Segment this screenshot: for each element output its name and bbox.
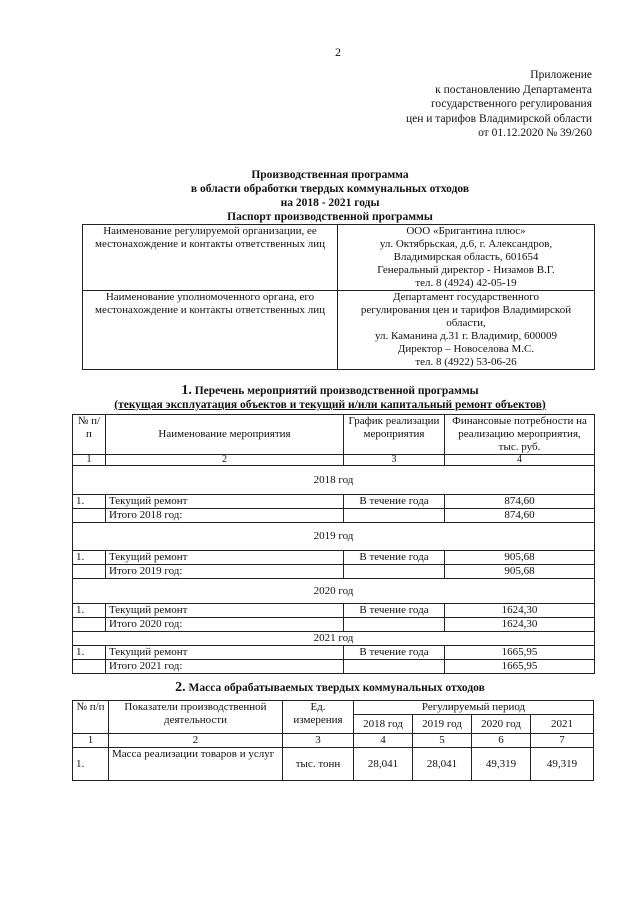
section-subtitle: (текущая эксплуатация объектов и текущий и/или капитальный ремонт объектов): [114, 399, 546, 411]
year-row: [73, 579, 595, 604]
header-row: [73, 701, 594, 715]
col-number: 2: [109, 734, 283, 748]
activity-name: Текущий ремонт: [106, 646, 344, 660]
total-label: Итого 2020 год:: [106, 618, 344, 632]
period-cell: 2019 год: [413, 715, 472, 734]
empty-cell: [344, 618, 445, 632]
total-amount: 1665,95: [445, 660, 595, 674]
col-number: 6: [472, 734, 531, 748]
value-line: ул. Каманина д.31 г. Владимир, 600009: [374, 330, 558, 342]
schedule: В течение года: [344, 646, 445, 660]
appendix-line: к постановлению Департамента: [435, 83, 592, 96]
schedule: В течение года: [344, 495, 445, 509]
year-label: 2021 год: [73, 632, 595, 646]
table-row: [73, 551, 595, 565]
total-label: Итого 2019 год:: [106, 565, 344, 579]
total-row: [73, 618, 595, 632]
title-line: в области обработки твердых коммунальных отходов: [190, 183, 470, 195]
row-number: 1.: [73, 646, 106, 660]
empty-cell: [344, 660, 445, 674]
period-cell: 2018 год: [354, 715, 413, 734]
header-cell: Ед. измерения: [283, 701, 354, 734]
activity-name: Текущий ремонт: [106, 551, 344, 565]
header-cell: Регулируемый период: [354, 701, 594, 715]
total-label: Итого 2018 год:: [106, 509, 344, 523]
value-line: ООО «Бригантина плюс»: [406, 225, 526, 237]
value-2021: 49,319: [531, 748, 594, 781]
value-2018: 28,041: [354, 748, 413, 781]
total-row: [73, 509, 595, 523]
empty-cell: [344, 509, 445, 523]
header-cell: Финансовые потребности на реализацию мероприятия, тыс. руб.: [445, 415, 595, 455]
col-number: 5: [413, 734, 472, 748]
value-line: Директор – Новоселова М.С.: [397, 343, 535, 355]
col-number: 4: [354, 734, 413, 748]
schedule: В течение года: [344, 551, 445, 565]
section-number: 2.: [175, 680, 186, 695]
section1-heading: [0, 384, 640, 412]
header-cell: Показатели производственной деятельности: [109, 701, 283, 734]
column-number-row: [73, 734, 594, 748]
schedule: В течение года: [344, 604, 445, 618]
appendix-line: Приложение: [530, 69, 592, 81]
title-line: Производственная программа: [251, 169, 409, 181]
total-row: [73, 565, 595, 579]
empty-cell: [73, 509, 106, 523]
passport-label: Наименование уполномоченного органа, его местонахождение и контакты ответственных лиц: [83, 291, 338, 370]
period-cell: 2021: [531, 715, 594, 734]
empty-cell: [73, 660, 106, 674]
col-number: 1: [73, 734, 109, 748]
col-number: 4: [445, 455, 595, 466]
activities-table: [72, 414, 595, 674]
section-title: Масса обрабатываемых твердых коммунальных отходов: [188, 682, 485, 694]
value-2020: 49,319: [472, 748, 531, 781]
col-number: 1: [73, 455, 106, 466]
empty-cell: [73, 565, 106, 579]
row-number: 1.: [73, 495, 106, 509]
year-label: 2018 год: [73, 466, 595, 495]
total-amount: 905,68: [445, 565, 595, 579]
section-title: Перечень мероприятий производственной программы: [194, 385, 479, 397]
table-row: [73, 604, 595, 618]
value-line: тел. 8 (4922) 53-06-26: [415, 356, 517, 368]
amount: 1624,30: [445, 604, 595, 618]
year-row: [73, 466, 595, 495]
year-row: [73, 632, 595, 646]
title-line: на 2018 - 2021 годы: [280, 197, 380, 209]
column-number-row: [73, 455, 595, 466]
indicator-name: Масса реализации товаров и услуг: [109, 748, 283, 781]
total-amount: 1624,30: [445, 618, 595, 632]
value-line: области,: [446, 317, 486, 329]
passport-value: [338, 225, 595, 291]
total-label: Итого 2021 год:: [106, 660, 344, 674]
passport-value: [338, 291, 595, 370]
amount: 905,68: [445, 551, 595, 565]
appendix-line: государственного регулирования: [430, 98, 592, 111]
total-row: [73, 660, 595, 674]
table-row: [73, 646, 595, 660]
unit: тыс. тонн: [283, 748, 354, 781]
empty-cell: [344, 565, 445, 579]
year-label: 2019 год: [73, 523, 595, 551]
value-line: регулирования цен и тарифов Владимирской: [360, 304, 572, 316]
year-row: [73, 523, 595, 551]
table-row: [73, 748, 594, 781]
value-line: тел. 8 (4924) 42-05-19: [415, 277, 517, 289]
appendix-line: от 01.12.2020 № 39/260: [478, 127, 592, 140]
value-line: Департамент государственного: [392, 291, 539, 303]
activity-name: Текущий ремонт: [106, 495, 344, 509]
table-row: [73, 495, 595, 509]
passport-table: [82, 224, 595, 370]
total-amount: 874,60: [445, 509, 595, 523]
header-cell: № п/п: [73, 701, 109, 734]
value-line: Владимирская область, 601654: [393, 251, 539, 263]
appendix-note: [406, 68, 592, 141]
passport-label: Наименование регулируемой организации, ее местонахождение и контакты ответственных лиц: [83, 225, 338, 291]
empty-cell: [73, 618, 106, 632]
mass-table: [72, 700, 594, 781]
row-number: 1.: [73, 604, 106, 618]
col-number: 3: [283, 734, 354, 748]
col-number: 3: [344, 455, 445, 466]
header-row: [73, 415, 595, 455]
amount: 1665,95: [445, 646, 595, 660]
header-cell: № п/п: [73, 415, 106, 455]
table-row: [83, 291, 595, 370]
appendix-line: цен и тарифов Владимирской области: [405, 112, 592, 125]
value-2019: 28,041: [413, 748, 472, 781]
period-cell: 2020 год: [472, 715, 531, 734]
header-cell: Наименование мероприятия: [106, 415, 344, 455]
col-number: 2: [106, 455, 344, 466]
col-number: 7: [531, 734, 594, 748]
section2-heading: [0, 680, 640, 696]
amount: 874,60: [445, 495, 595, 509]
section-number: 1.: [181, 383, 192, 398]
page-number: 2: [335, 45, 341, 59]
row-number: 1.: [73, 551, 106, 565]
value-line: ул. Октябрьская, д.6, г. Александров,: [379, 238, 553, 250]
table-row: [83, 225, 595, 291]
header-cell: График реализации мероприятия: [344, 415, 445, 455]
document-title: [0, 168, 640, 224]
activity-name: Текущий ремонт: [106, 604, 344, 618]
row-number: 1.: [73, 748, 109, 781]
title-line: Паспорт производственной программы: [227, 211, 433, 223]
year-label: 2020 год: [73, 579, 595, 604]
value-line: Генеральный директор - Низамов В.Г.: [377, 264, 555, 276]
